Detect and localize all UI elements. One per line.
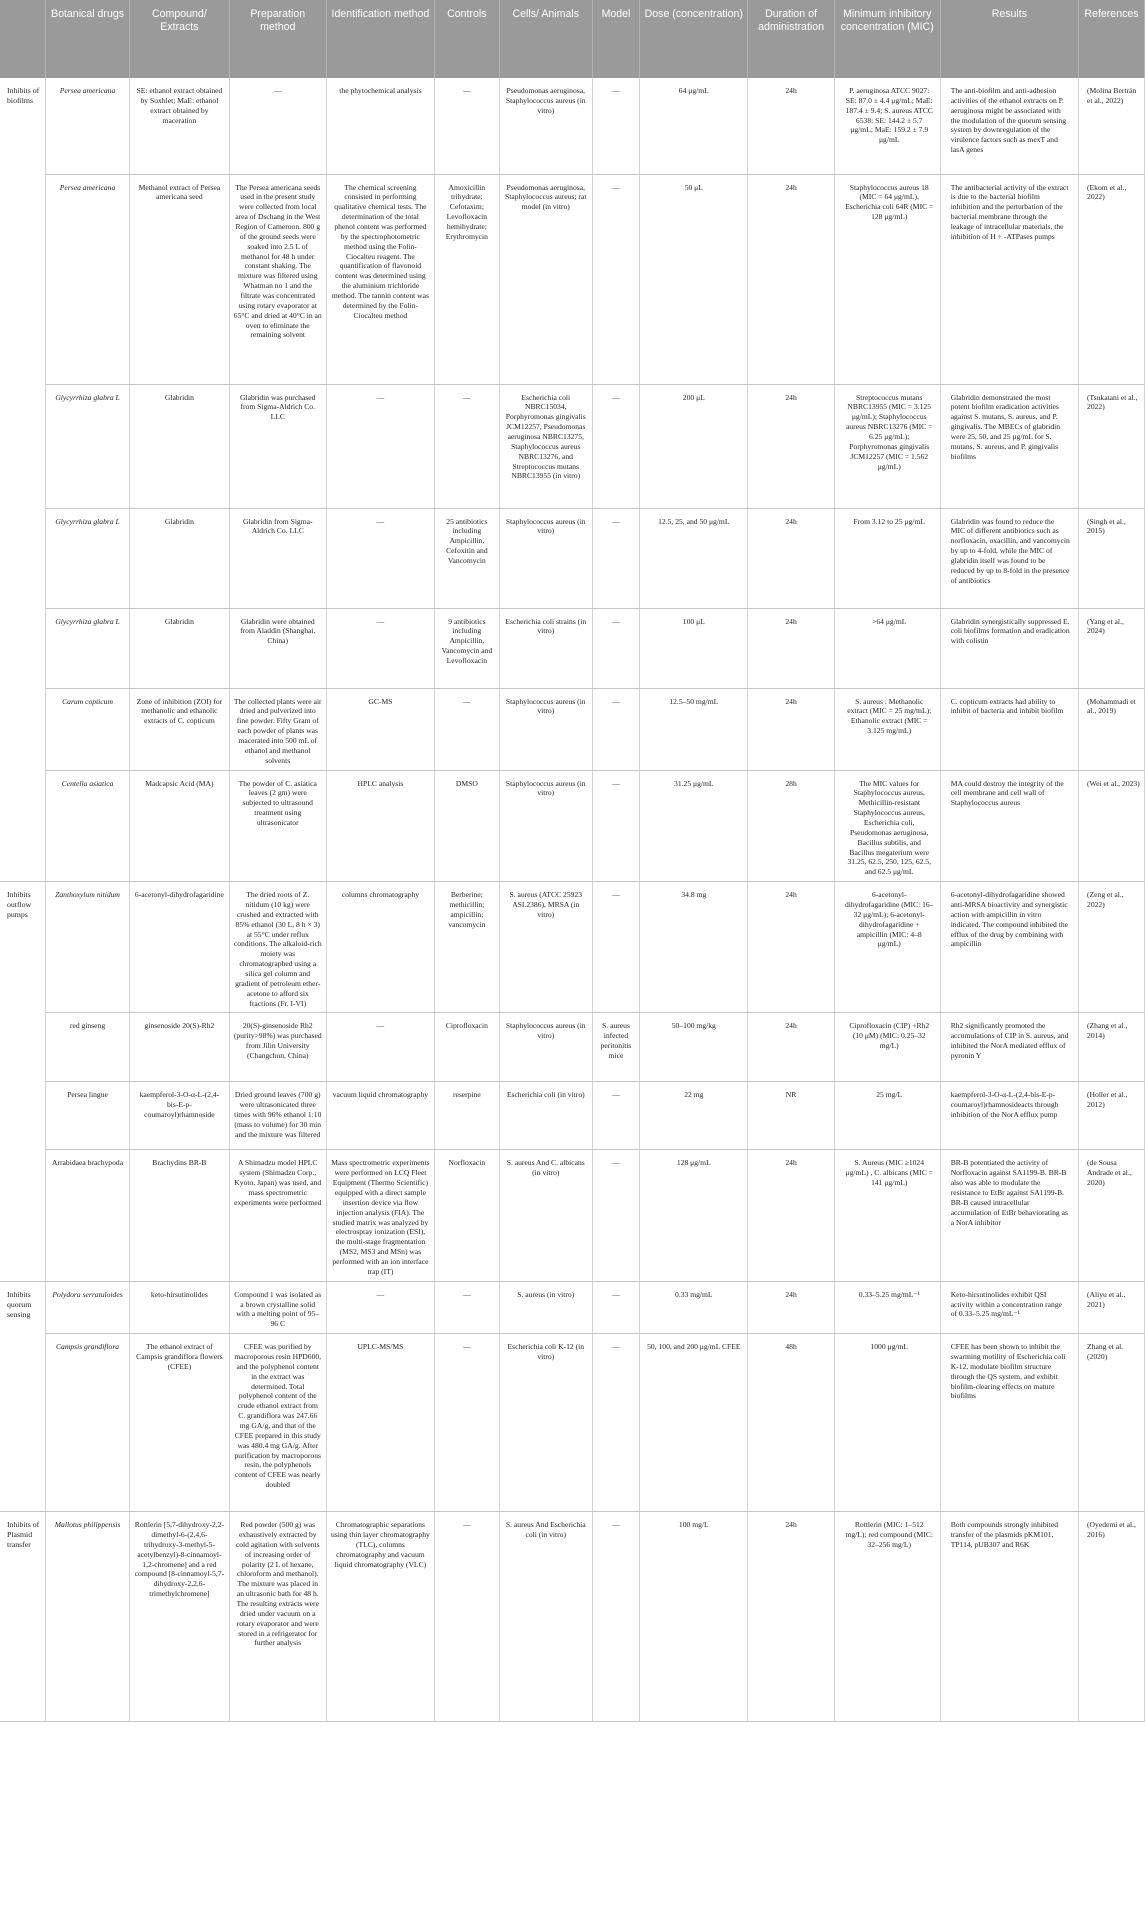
results-cell: Glabridin was found to reduce the MIC of different antibiotics such as norfloxacin, oxacillin, and vancomycin by up to 4-fold, while the MIC of glabridin itself was found to be reduced by up to 8-fold in the presence of antibiotics xyxy=(940,508,1078,608)
cells-animals-cell: Escherichia coli K-12 (in vitro) xyxy=(499,1334,592,1512)
identification-cell: GC-MS xyxy=(326,688,434,770)
reference-cell: Zhang et al. (2020) xyxy=(1079,1334,1145,1512)
dose-cell: 0.33 mg/mL xyxy=(640,1281,748,1333)
mic-cell: P. aeruginosa ATCC 9027: SE: 87.0 ± 4.4 μg/mL; MaE: 187.4 ± 9.4; S. aureus ATCC 6538: SE: 144.2 ± 5.7 μg/mL; MaE: 159.2 ± 7.9 μg/mL xyxy=(834,78,940,174)
compound-cell: SE: ethanol extract obtained by Soxhlet; MaE: ethanol extract obtained by maceration xyxy=(130,78,229,174)
reference-cell: (Zeng et al., 2022) xyxy=(1079,882,1145,1013)
compound-cell: The ethanol extract of Campsis grandiflora flowers (CFEE) xyxy=(130,1334,229,1512)
preparation-cell: — xyxy=(229,78,326,174)
header-cell-preparation: Preparation method xyxy=(229,0,326,78)
identification-cell: Mass spectrometric experiments were performed on LCQ Fleet Equipment (Thermo Scientific) equipped with a direct sample insertion device via flow injection analysis (FIA). The studied matrix was analyzed by electrospray ionization (ESI), the multi-stage fragmentation (MS2, MS3 and MSn) was performed with an ion interface trap (IT) xyxy=(326,1150,434,1281)
reference-cell: (Wei et al., 2023) xyxy=(1079,770,1145,882)
compound-cell: Madcapsic Acid (MA) xyxy=(130,770,229,882)
controls-cell: Amoxicillin trihydrate; Cefotaxim; Levofloxacin hemihydrate; Erythromycin xyxy=(434,174,499,384)
model-cell: S. aureus infected peritonitis mice xyxy=(592,1013,640,1082)
dose-cell: 200 μL xyxy=(640,384,748,508)
dose-cell: 100 μL xyxy=(640,608,748,688)
duration-cell: 24h xyxy=(748,384,834,508)
preparation-cell: The collected plants were air dried and pulverized into fine powder. Fifty Gram of each powder of plants was macerated into 500 mL of ethanol and methanol solvents xyxy=(229,688,326,770)
dose-cell: 64 μg/mL xyxy=(640,78,748,174)
compound-cell: keto-hirsutinolides xyxy=(130,1281,229,1333)
identification-cell: vacuum liquid chromatography xyxy=(326,1082,434,1150)
botanical-drug-cell: Carum copticum xyxy=(45,688,129,770)
duration-cell: 24h xyxy=(748,1281,834,1333)
identification-cell: — xyxy=(326,1281,434,1333)
results-cell: C. copticum extracts had ability to inhibit of bacteria and inhibit biofilm xyxy=(940,688,1078,770)
compound-cell: Glabridin xyxy=(130,384,229,508)
preparation-cell: Glabridin was purchased from Sigma-Aldrich Co. LLC xyxy=(229,384,326,508)
preparation-cell: 20(S)-ginsenoside Rh2 (purity>98%) was purchased from Jilin University (Changchun, China) xyxy=(229,1013,326,1082)
identification-cell: Chromatographic separations using thin layer chromatography (TLC), columns chromatography and vacuum liquid chromatography (VLC) xyxy=(326,1512,434,1722)
results-cell: The anti-biofilm and anti-adhesion activities of the ethanol extracts on P. aeruginosa might be associated with the modulation of the quorum sensing system by downregulation of the virulence factors such as mexT and lasA genes xyxy=(940,78,1078,174)
identification-cell: the phytochemical analysis xyxy=(326,78,434,174)
preparation-cell: CFEE was purified by macroporous resin HPD600, and the polyphenol content in the extract was determined. Total polyphenol content of the crude ethanol extract from C. grandiflora was 247.66 mg GA/g, and that of the CFEE prepared in this study was 480.4 mg GA/g. After purification by macroporous resin, the polyphenols content of CFEE was nearly doubled xyxy=(229,1334,326,1512)
cells-animals-cell: S. aureus And Escherichia coli (in vitro) xyxy=(499,1512,592,1722)
model-cell: — xyxy=(592,78,640,174)
controls-cell: — xyxy=(434,78,499,174)
cells-animals-cell: Pseudomonas aeruginosa, Staphylococcus aureus; rat model (in vitro) xyxy=(499,174,592,384)
botanical-drug-cell: Zanthoxylum nitidum xyxy=(45,882,129,1013)
header-cell-references: References xyxy=(1079,0,1145,78)
duration-cell: 24h xyxy=(748,1512,834,1722)
model-cell: — xyxy=(592,608,640,688)
header-cell-mic: Minimum inhibitory concentration (MIC) xyxy=(834,0,940,78)
header-cell-dose: Dose (concentration) xyxy=(640,0,748,78)
header-cell-group xyxy=(0,0,45,78)
mic-cell: 25 mg/L xyxy=(834,1082,940,1150)
mic-cell: S. aureus : Methanolic extract (MIC = 25 mg/mL); Ethanolic extract (MIC = 3.125 mg/mL) xyxy=(834,688,940,770)
duration-cell: 24h xyxy=(748,1013,834,1082)
table-row xyxy=(0,1512,1145,1722)
dose-cell: 31.25 μg/mL xyxy=(640,770,748,882)
header-cell-identification: Identification method xyxy=(326,0,434,78)
table-row xyxy=(0,882,1145,1013)
preparation-cell: Glabridin were obtained from Aladdin (Shanghai, China) xyxy=(229,608,326,688)
reference-cell: (Aliyu et al., 2021) xyxy=(1079,1281,1145,1333)
cells-animals-cell: Escherichia coli strains (in vitro) xyxy=(499,608,592,688)
table-body xyxy=(0,78,1145,1722)
mic-cell: 0.33–5.25 mg/mL⁻¹ xyxy=(834,1281,940,1333)
identification-cell: — xyxy=(326,384,434,508)
preparation-cell: The powder of C. asiatica leaves (2 gm) were subjected to ultrasound treatment using ultrasonicator xyxy=(229,770,326,882)
model-cell: — xyxy=(592,508,640,608)
dose-cell: 50–100 mg/kg xyxy=(640,1013,748,1082)
header-cell-cells-animals: Cells/ Animals xyxy=(499,0,592,78)
table-row xyxy=(0,508,1145,608)
compound-cell: 6-acetonyl-dihydrofagaridine xyxy=(130,882,229,1013)
compound-cell: Glabridin xyxy=(130,608,229,688)
header-cell-duration: Duration of administration xyxy=(748,0,834,78)
reference-cell: (Zhang et al., 2014) xyxy=(1079,1013,1145,1082)
reference-cell: (Yang et al., 2024) xyxy=(1079,608,1145,688)
table-row xyxy=(0,770,1145,882)
botanical-drug-cell: Campsis grandiflora xyxy=(45,1334,129,1512)
table-row xyxy=(0,1150,1145,1281)
mic-cell: 6-acetonyl-dihydrofagaridine (MIC: 16–32 μg/mL); 6-acetonyl-dihydrofagaridine + ampicillin (MIC: 4–8 μg/mL) xyxy=(834,882,940,1013)
duration-cell: 28h xyxy=(748,770,834,882)
model-cell: — xyxy=(592,688,640,770)
compound-cell: ginsenoside 20(S)-Rh2 xyxy=(130,1013,229,1082)
duration-cell: 24h xyxy=(748,1150,834,1281)
dose-cell: 12.5, 25, and 50 μg/mL xyxy=(640,508,748,608)
preparation-cell: Compound 1 was isolated as a brown crystalline solid with a melting point of 95–96 C xyxy=(229,1281,326,1333)
mic-cell: From 3.12 to 25 μg/mL xyxy=(834,508,940,608)
header-cell-model: Model xyxy=(592,0,640,78)
botanical-drug-cell: Persea americana xyxy=(45,78,129,174)
mic-cell: The MIC values for Staphylococcus aureus, Methicillin-resistant Staphylococcus aureus, Escherichia coli, Pseudomonas aeruginosa, Bacillus subtilis, and Bacillus megaterium were 31.25, 62.5, 250, 125, 62.5, and 62.5 μg/mL xyxy=(834,770,940,882)
cells-animals-cell: Escherichia coli (in vitro) xyxy=(499,1082,592,1150)
preparation-cell: The Persea americana seeds used in the present study were collected from local area of Dschang in the West Region of Cameroon. 800 g of the ground seeds were soaked into 2.5 L of methanol for 48 h under constant shaking. The mixture was filtered using Whatman no 1 and the filtrate was concentrated using rotary evaporator at 65°C and dried at 40°C in an oven to eliminate the remaining solvent xyxy=(229,174,326,384)
duration-cell: 24h xyxy=(748,508,834,608)
cells-animals-cell: Staphylococcus aureus (in vitro) xyxy=(499,688,592,770)
botanical-drug-cell: Persea americana xyxy=(45,174,129,384)
botanical-drug-cell: Glycyrrhiza glabra L xyxy=(45,608,129,688)
identification-cell: — xyxy=(326,1013,434,1082)
group-label-biofilms: Inhibits of biofilms xyxy=(0,78,45,882)
dose-cell: 34.8 mg xyxy=(640,882,748,1013)
preparation-cell: A Shimadzu model HPLC system (Shimadzu Corp., Kyoto, Japan) was used, and mass spectrometric experiments were performed xyxy=(229,1150,326,1281)
table-row xyxy=(0,1334,1145,1512)
model-cell: — xyxy=(592,1082,640,1150)
compound-cell: Rottlerin [5,7-dihydroxy-2,2-dimethyl-6-(2,4,6-trihydroxy-3-methyl-5-acetylbenzyl)-8-cinnamoyl-1,2-chromene] and a red compound [8-cinnamoyl-5,7-dihydroxy-2,2,6-trimethylchromene] xyxy=(130,1512,229,1722)
mic-cell: Rottlerin (MIC: 1–512 mg/L); red compound (MIC: 32–256 mg/L) xyxy=(834,1512,940,1722)
results-cell: Both compounds strongly inhibited transfer of the plasmids pKM101, TP114, pUB307 and R6K xyxy=(940,1512,1078,1722)
cells-animals-cell: Escherichia coli NBRC15034, Porphyromonas gingivalis JCM12257, Pseudomonas aeruginosa NBRC13275, Staphylococcus aureus NBRC13276, and Streptococcus mutans NBRC13955 (in vitro) xyxy=(499,384,592,508)
cells-animals-cell: Staphylococcus aureus (in vitro) xyxy=(499,770,592,882)
compound-cell: Glabridin xyxy=(130,508,229,608)
controls-cell: Norfloxacin xyxy=(434,1150,499,1281)
results-cell: The antibacterial activity of the extract is due to the bacterial biofilm inhibition and the perturbation of the bacterial membrane through the leakage of intracellular materials, the inhibition of H + -ATPases pumps xyxy=(940,174,1078,384)
group-label-outflow-pumps: Inhibits outflow pumps xyxy=(0,882,45,1282)
results-cell: Glabridin demonstrated the most potent biofilm eradication activities against S. mutans, S. aureus, and P. gingivalis. The MBECs of glabridin were 25, 50, and 25 μg/mL for S. mutans, S. aureus, and P. gingivalis biofilms xyxy=(940,384,1078,508)
header-cell-controls: Controls xyxy=(434,0,499,78)
compound-cell: Brachydins BR-B xyxy=(130,1150,229,1281)
header-cell-results: Results xyxy=(940,0,1078,78)
dose-cell: 12.5–50 mg/mL xyxy=(640,688,748,770)
identification-cell: — xyxy=(326,508,434,608)
reference-cell: (Ekom et al., 2022) xyxy=(1079,174,1145,384)
group-label-quorum-sensing: Inhibits quorum sensing xyxy=(0,1281,45,1511)
header-cell-compound: Compound/ Extracts xyxy=(130,0,229,78)
cells-animals-cell: S. aureus (ATCC 25923 ASI.2386), MRSA (in vitro) xyxy=(499,882,592,1013)
identification-cell: HPLC analysis xyxy=(326,770,434,882)
results-cell: 6-acetonyl-dihydrofagaridine showed anti-MRSA bioactivity and synergistic action with ampicillin in vitro indicated. The compound inhibited the efflux of the drug by combining with ampicillin xyxy=(940,882,1078,1013)
results-cell: BR-B potentiated the activity of Norfloxacin against SA1199-B. BR-B also was able to modulate the resistance to EtBr against SA1199-B. BR-B caused intracellular accumulation of EtBr behaviorating as a NorA inhibitor xyxy=(940,1150,1078,1281)
table-row xyxy=(0,688,1145,770)
identification-cell: columns chromatography xyxy=(326,882,434,1013)
table-row xyxy=(0,384,1145,508)
reference-cell: (Tsukatani et al., 2022) xyxy=(1079,384,1145,508)
dose-cell: 50 μL xyxy=(640,174,748,384)
compound-cell: Zone of inhibition (ZOI) for methanolic and ethanolic extracts of C. copticum xyxy=(130,688,229,770)
compound-cell: kaempferol-3-O-α-L-(2,4-bis-E-p-coumaroyl)rhamnoside xyxy=(130,1082,229,1150)
results-cell: Keto-hirsutinolides exhibit QSI activity within a concentration range of 0.33–5.25 mg/mL⁻¹ xyxy=(940,1281,1078,1333)
group-label-plasmid-transfer: Inhibits of Plasmid transfer xyxy=(0,1512,45,1722)
mic-cell: Streptococcus mutans NBRC13955 (MIC = 3.125 μg/mL); Staphylococcus aureus NBRC13276 (MIC = 6.25 μg/mL); Porphyromonas gingivalis JCM12257 (MIC = 1.562 μg/mL) xyxy=(834,384,940,508)
reference-cell: (de Sousa Andrade et al., 2020) xyxy=(1079,1150,1145,1281)
duration-cell: 24h xyxy=(748,78,834,174)
duration-cell: 24h xyxy=(748,174,834,384)
duration-cell: 24h xyxy=(748,882,834,1013)
controls-cell: — xyxy=(434,1281,499,1333)
compound-cell: Methanol extract of Persea americana seed xyxy=(130,174,229,384)
cells-animals-cell: Pseudomonas aeruginosa, Staphylococcus aureus (in vitro) xyxy=(499,78,592,174)
cells-animals-cell: Staphylococcus aureus (in vitro) xyxy=(499,508,592,608)
results-cell: kaempferol-3-O-α-L-(2,4-bis-E-p-coumaroyl)rhamnosideacts through inhibition of the NorA efflux pump xyxy=(940,1082,1078,1150)
botanical-drug-cell: Glycyrrhiza glabra L xyxy=(45,384,129,508)
dose-cell: 128 μg/mL xyxy=(640,1150,748,1281)
mic-cell: Ciprofloxacin (CIP) +Rh2 (10 μM) (MIC: 0.25–32 mg/L) xyxy=(834,1013,940,1082)
results-cell: Rh2 significantly promoted the accumulations of CIP in S. aureus, and inhibited the NorA mediated efflux of pyronin Y xyxy=(940,1013,1078,1082)
dose-cell: 50, 100, and 200 μg/mL CFEE xyxy=(640,1334,748,1512)
model-cell: — xyxy=(592,174,640,384)
model-cell: — xyxy=(592,384,640,508)
reference-cell: (Oyedemi et al., 2016) xyxy=(1079,1512,1145,1722)
controls-cell: 9 antibiotics including Ampicillin, Vancomycin and Levofloxacin xyxy=(434,608,499,688)
botanical-drug-cell: Arrabidaea brachypoda xyxy=(45,1150,129,1281)
controls-cell: — xyxy=(434,1512,499,1722)
identification-cell: The chemical screening consisted in performing qualitative chemical tests. The determination of the total phenol content was performed by the spectrophotometric method using the Folin-Ciocalteu reagent. The quantification of flavonoid content was determined using the aluminium trichloride method. The tannin content was determined by the Folin-Ciocalteu method xyxy=(326,174,434,384)
results-cell: CFEE has been shown to inhibit the swarming motility of Escherichia coli K-12, modulate biofilm structure through the QS system, and exhibit biofilm-clearing effects on mature biofilms xyxy=(940,1334,1078,1512)
duration-cell: 48h xyxy=(748,1334,834,1512)
botanical-drug-cell: Centella asiatica xyxy=(45,770,129,882)
table-row xyxy=(0,608,1145,688)
reference-cell: (Mohammadi et al., 2019) xyxy=(1079,688,1145,770)
preparation-cell: The dried roots of Z. nitidum (10 kg) were crushed and extracted with 85% ethanol (30 L, 8 h × 3) at 55°C under reflux conditions. The alkaloid-rich moiety was chromatographed using a silica gel column and gradient of petroleum ether-acetone to afford six fractions (Fr. I-VI) xyxy=(229,882,326,1013)
botanical-drug-cell: Persea lingue xyxy=(45,1082,129,1150)
controls-cell: — xyxy=(434,384,499,508)
mic-cell: Staphylococcus aureus 18 (MIC = 64 μg/mL), Escherichia coli 64R (MIC = 128 μg/mL) xyxy=(834,174,940,384)
preparation-cell: Red powder (500 g) was exhaustively extracted by cold agitation with solvents of increasing order of polarity (2 L of hexane, chloroform and methanol). The mixture was placed in an ultrasonic bath for 48 h. The resulting extracts were dried under vacuum on a rotary evaporator and were stored in a refrigerator for further analysis xyxy=(229,1512,326,1722)
mic-cell: >64 μg/mL xyxy=(834,608,940,688)
table-row xyxy=(0,78,1145,174)
table-row xyxy=(0,1082,1145,1150)
model-cell: — xyxy=(592,882,640,1013)
botanical-drug-cell: Glycyrrhiza glabra L xyxy=(45,508,129,608)
controls-cell: — xyxy=(434,1334,499,1512)
controls-cell: DMSO xyxy=(434,770,499,882)
reference-cell: (Molina Bertrán et al., 2022) xyxy=(1079,78,1145,174)
mic-cell: 1000 μg/mL xyxy=(834,1334,940,1512)
model-cell: — xyxy=(592,1512,640,1722)
duration-cell: 24h xyxy=(748,608,834,688)
cells-animals-cell: S. aureus And C. albicans (in vitro) xyxy=(499,1150,592,1281)
mic-cell: S. Aureus (MIC ≥1024 μg/mL) , C. albicans (MIC = 141 μg/mL) xyxy=(834,1150,940,1281)
preparation-cell: Dried ground leaves (700 g) were ultrasonicated three times with 96% ethanol 1:10 (mass to volume) for 30 min and the mixture was filtered xyxy=(229,1082,326,1150)
model-cell: — xyxy=(592,770,640,882)
reference-cell: (Singh et al., 2015) xyxy=(1079,508,1145,608)
botanical-drug-cell: Polydora serratuloides xyxy=(45,1281,129,1333)
results-cell: Glabridin synergistically suppressed E. coli biofilms formation and eradication with colistin xyxy=(940,608,1078,688)
model-cell: — xyxy=(592,1150,640,1281)
table-row xyxy=(0,1281,1145,1333)
controls-cell: Ciprofloxacin xyxy=(434,1013,499,1082)
table-row xyxy=(0,174,1145,384)
model-cell: — xyxy=(592,1281,640,1333)
table-row xyxy=(0,1013,1145,1082)
controls-cell: Berberine; methicillin; ampicillin; vancomycin xyxy=(434,882,499,1013)
reference-cell: (Holler et al., 2012) xyxy=(1079,1082,1145,1150)
dose-cell: 100 mg/L xyxy=(640,1512,748,1722)
header-row xyxy=(0,0,1145,78)
preparation-cell: Glabridin from Sigma-Aldrich Co. LLC xyxy=(229,508,326,608)
identification-cell: UPLC-MS/MS xyxy=(326,1334,434,1512)
results-cell: MA could destroy the integrity of the cell membrane and cell wall of Staphylococcus aureus xyxy=(940,770,1078,882)
dose-cell: 22 mg xyxy=(640,1082,748,1150)
controls-cell: reserpine xyxy=(434,1082,499,1150)
model-cell: — xyxy=(592,1334,640,1512)
header-cell-botanical-drugs: Botanical drugs xyxy=(45,0,129,78)
botanical-drug-cell: red ginseng xyxy=(45,1013,129,1082)
identification-cell: — xyxy=(326,608,434,688)
botanical-drug-cell: Mallotus philippensis xyxy=(45,1512,129,1722)
duration-cell: NR xyxy=(748,1082,834,1150)
cells-animals-cell: S. aureus (in vitro) xyxy=(499,1281,592,1333)
controls-cell: 25 antibiotics including Ampicillin, Cefoxitin and Vancomycin xyxy=(434,508,499,608)
cells-animals-cell: Staphylococcus aureus (in vitro) xyxy=(499,1013,592,1082)
duration-cell: 24h xyxy=(748,688,834,770)
controls-cell: — xyxy=(434,688,499,770)
